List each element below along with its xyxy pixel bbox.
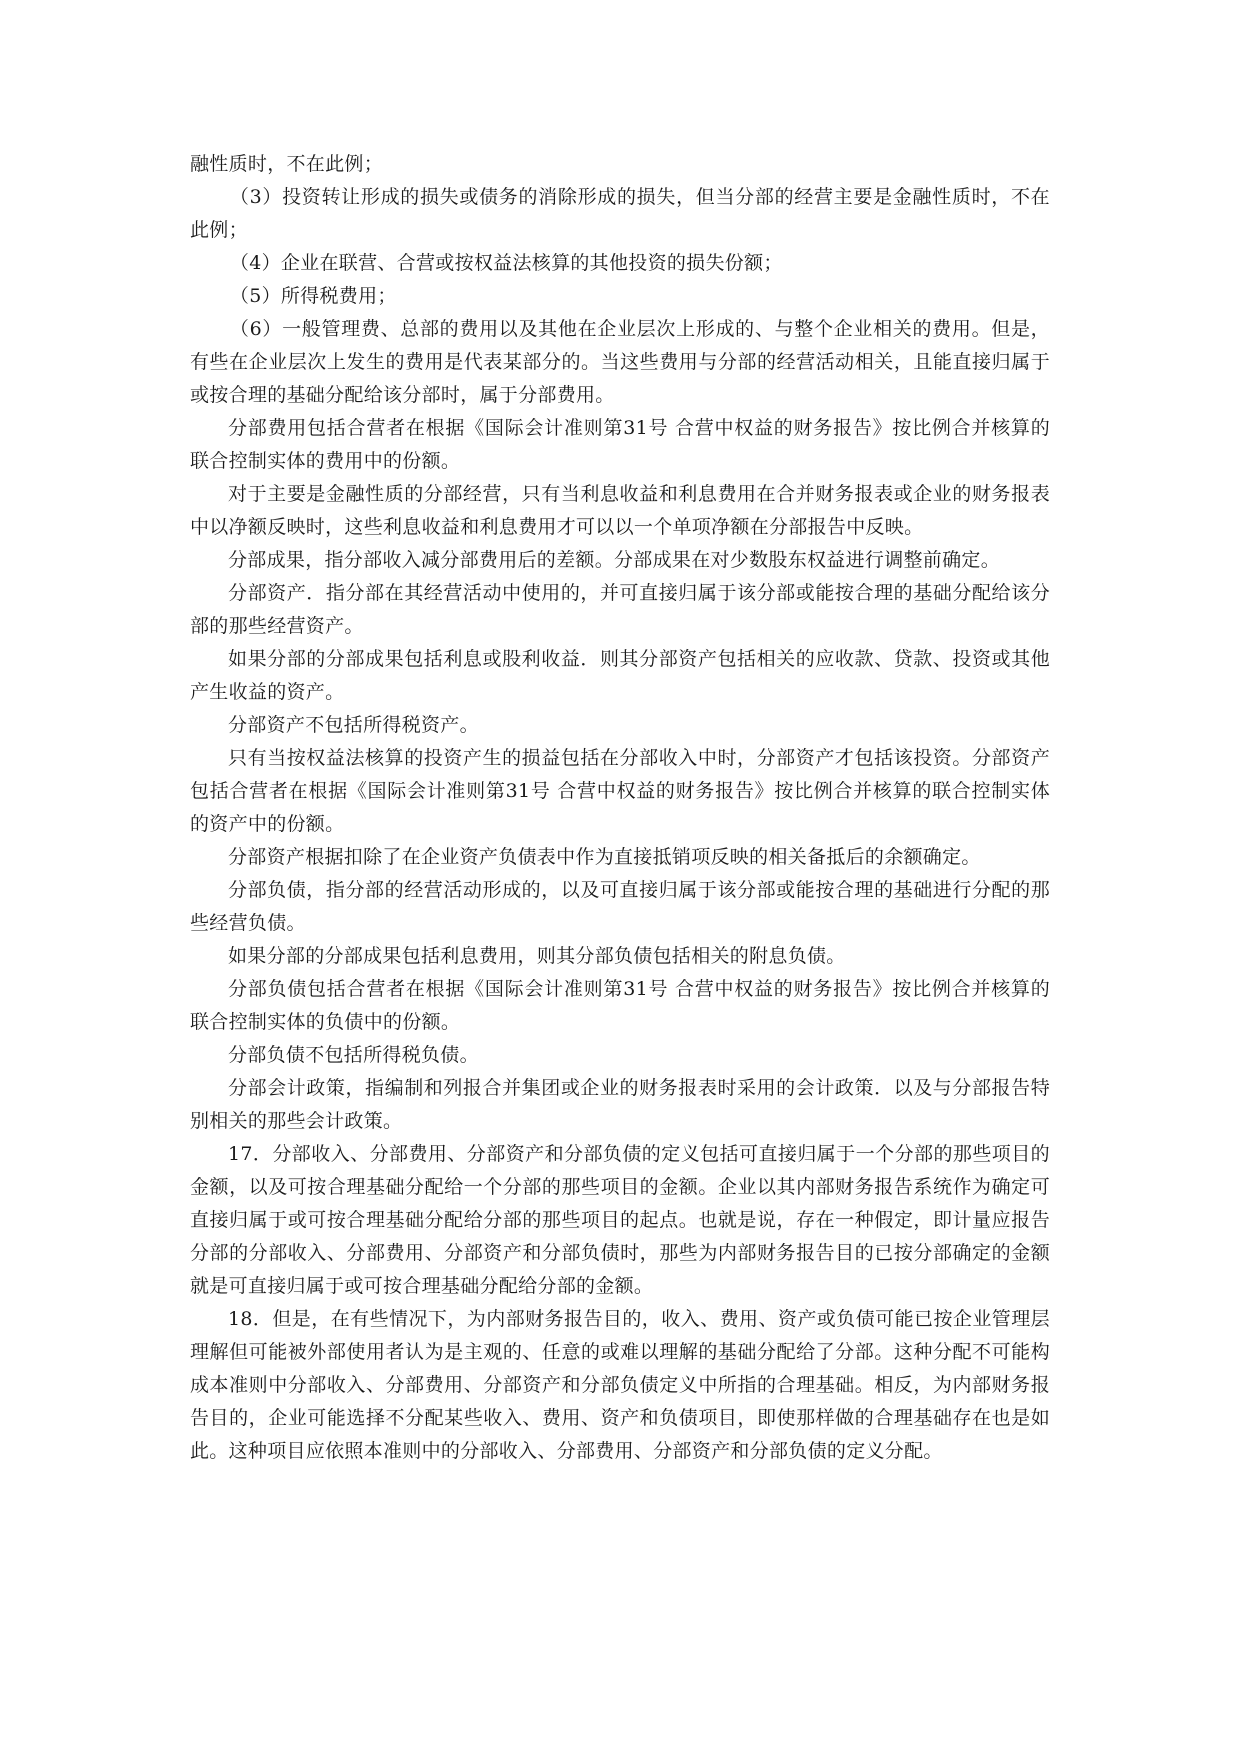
paragraph-segment-assets-interest: 如果分部的分部成果包括利息或股利收益．则其分部资产包括相关的应收款、贷款、投资或其他产生收益的资产。 <box>190 648 1050 703</box>
paragraph-segment-liabilities-joint-venture: 分部负债包括合营者在根据《国际会计准则第31号 合营中权益的财务报告》按比例合并核算的联合控制实体的负债中的份额。 <box>190 978 1050 1033</box>
paragraph-segment-liabilities: 分部负债，指分部的经营活动形成的，以及可直接归属于该分部或能按合理的基础进行分配的那些经营负债。 <box>190 879 1050 934</box>
paragraph-financial-operations: 对于主要是金融性质的分部经营，只有当利息收益和利息费用在合并财务报表或企业的财务报表中以净额反映时，这些利息收益和利息费用才可以以一个单项净额在分部报告中反映。 <box>190 483 1050 538</box>
list-item-5: （5）所得税费用； <box>229 285 397 307</box>
paragraph-segment-assets-tax: 分部资产不包括所得税资产。 <box>228 714 479 736</box>
paragraph-segment-liabilities-interest: 如果分部的分部成果包括利息费用，则其分部负债包括相关的附息负债。 <box>228 945 846 967</box>
paragraph-segment-accounting-policies: 分部会计政策，指编制和列报合并集团或企业的财务报表时采用的会计政策．以及与分部报告特别相关的那些会计政策。 <box>190 1077 1050 1132</box>
document-page <box>190 148 1050 1468</box>
paragraph-section-17: 17．分部收入、分部费用、分部资产和分部负债的定义包括可直接归属于一个分部的那些项目的金额，以及可按合理基础分配给一个分部的那些项目的金额。企业以其内部财务报告系统作为确定可直接归属于或可按合理基础分配给分部的那些项目的起点。也就是说，存在一种假定，即计量应报告分部的分部收入、分部费用、分部资产和分部负债时，那些为内部财务报告目的已按分部确定的金额就是可直接归属于或可按合理基础分配给分部的金额。 <box>190 1143 1050 1297</box>
paragraph-segment-assets-net: 分部资产根据扣除了在企业资产负债表中作为直接抵销项反映的相关备抵后的余额确定。 <box>228 846 981 868</box>
list-item-3: （3）投资转让形成的损失或债务的消除形成的损失，但当分部的经营主要是金融性质时，不在此例； <box>190 186 1050 241</box>
paragraph-segment-assets: 分部资产．指分部在其经营活动中使用的，并可直接归属于该分部或能按合理的基础分配给该分部的那些经营资产。 <box>190 582 1050 637</box>
paragraph-segment-liabilities-tax: 分部负债不包括所得税负债。 <box>228 1044 479 1066</box>
paragraph-segment-result: 分部成果，指分部收入减分部费用后的差额。分部成果在对少数股东权益进行调整前确定。 <box>228 549 1001 571</box>
list-item-4: （4）企业在联营、合营或按权益法核算的其他投资的损失份额； <box>229 252 783 274</box>
paragraph-continuation: 融性质时，不在此例； <box>190 153 384 175</box>
list-item-6: （6）一般管理费、总部的费用以及其他在企业层次上形成的、与整个企业相关的费用。但是，有些在企业层次上发生的费用是代表某部分的。当这些费用与分部的经营活动相关，且能直接归属于或按合理的基础分配给该分部时，属于分部费用。 <box>190 318 1050 406</box>
paragraph-section-18: 18．但是，在有些情况下，为内部财务报告目的，收入、费用、资产或负债可能已按企业管理层理解但可能被外部使用者认为是主观的、任意的或难以理解的基础分配给了分部。这种分配不可能构成本准则中分部收入、分部费用、分部资产和分部负债定义中所指的合理基础。相反，为内部财务报告目的，企业可能选择不分配某些收入、费用、资产和负债项目，即使那样做的合理基础存在也是如此。这种项目应依照本准则中的分部收入、分部费用、分部资产和分部负债的定义分配。 <box>190 1308 1050 1462</box>
paragraph-segment-expense-joint-venture: 分部费用包括合营者在根据《国际会计准则第31号 合营中权益的财务报告》按比例合并核算的联合控制实体的费用中的份额。 <box>190 417 1050 472</box>
paragraph-segment-assets-equity: 只有当按权益法核算的投资产生的损益包括在分部收入中时，分部资产才包括该投资。分部资产包括合营者在根据《国际会计准则第31号 合营中权益的财务报告》按比例合并核算的联合控制实体的资产中的份额。 <box>190 747 1050 835</box>
